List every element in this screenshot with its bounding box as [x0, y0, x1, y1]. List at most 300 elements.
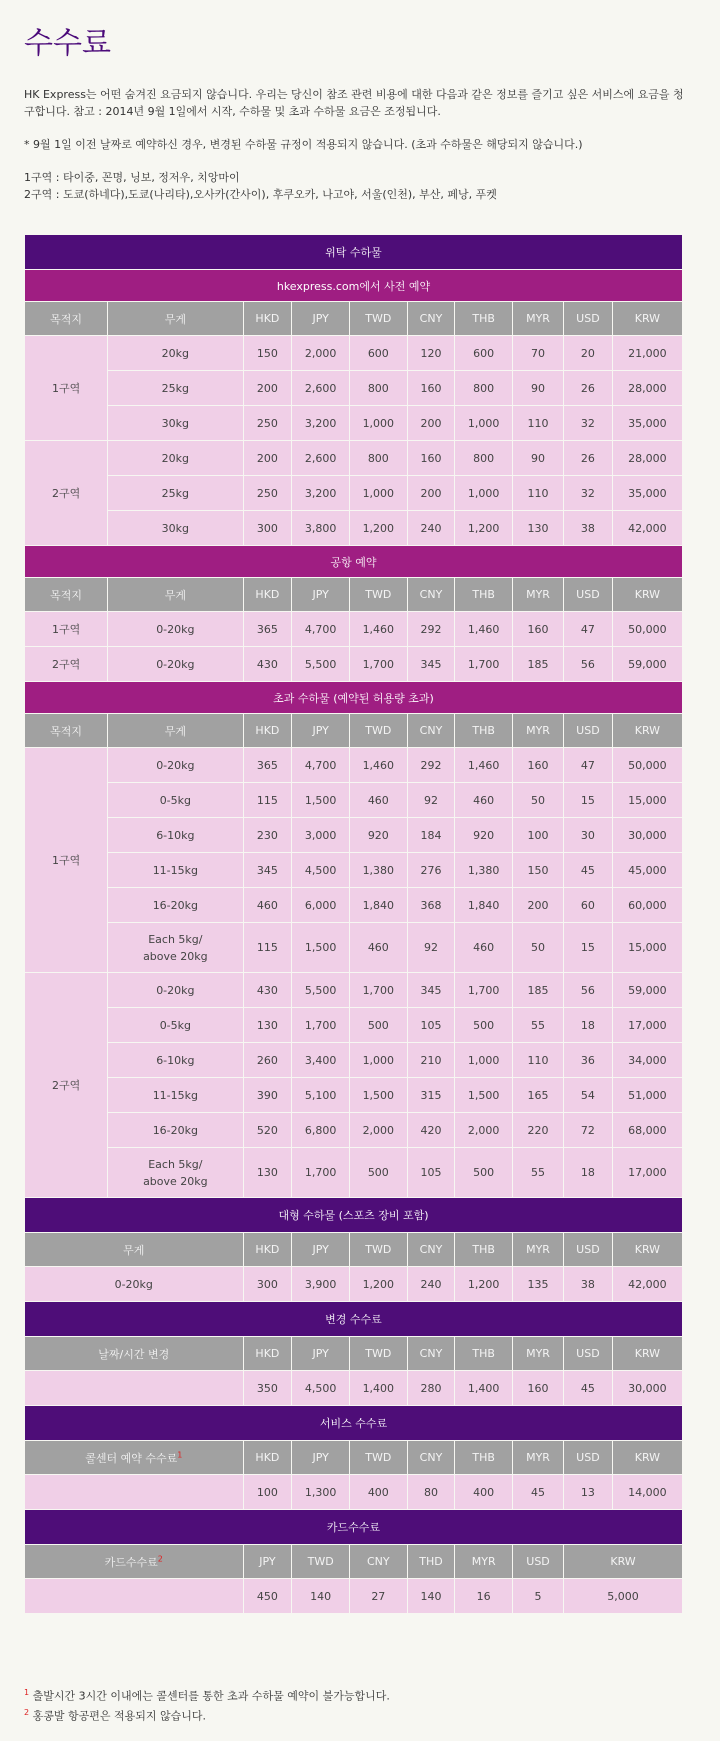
- fee-value: 1,200: [349, 511, 407, 546]
- fee-value: 1,460: [349, 748, 407, 783]
- fee-value: 21,000: [612, 336, 682, 371]
- table-row: [25, 336, 683, 371]
- fee-value: 32: [564, 406, 613, 441]
- fee-value: 59,000: [612, 647, 682, 682]
- fee-value: 185: [513, 647, 564, 682]
- fee-value: 345: [407, 647, 455, 682]
- column-header: 무게: [108, 302, 243, 336]
- weight-label: 20kg: [161, 346, 190, 360]
- fee-value: 38: [564, 1267, 613, 1302]
- weight-label-line2: above 20kg: [143, 1174, 208, 1188]
- fee-table: [24, 234, 683, 1614]
- fee-value: 1,700: [455, 973, 513, 1008]
- fee-value: 3,400: [292, 1043, 350, 1078]
- weight-cell: [108, 1113, 243, 1148]
- zone1-definition: 1구역 : 타이중, 꼰명, 닝보, 정저우, 치앙마이: [24, 171, 240, 184]
- currency-header: TWD: [349, 1337, 407, 1371]
- fee-value: 110: [513, 406, 564, 441]
- table-row: [25, 1337, 683, 1371]
- weight-label: 6-10kg: [156, 828, 195, 842]
- fee-value: 45: [513, 1475, 564, 1510]
- fee-value: 50: [513, 923, 564, 973]
- currency-header: USD: [564, 714, 613, 748]
- table-row: [25, 923, 683, 973]
- fee-value: 400: [349, 1475, 407, 1510]
- currency-header: KRW: [612, 1441, 682, 1475]
- currency-header: HKD: [243, 578, 292, 612]
- currency-header: CNY: [407, 578, 455, 612]
- table-row: [25, 1113, 683, 1148]
- table-row: [25, 441, 683, 476]
- fee-value: 1,500: [349, 1078, 407, 1113]
- table-row: [25, 748, 683, 783]
- fee-value: 50: [513, 783, 564, 818]
- empty-cell: [25, 1371, 244, 1406]
- fee-value: 30,000: [612, 818, 682, 853]
- currency-header: CNY: [407, 1337, 455, 1371]
- currency-header: HKD: [243, 1441, 292, 1475]
- currency-header: JPY: [292, 1233, 350, 1267]
- fee-value: 4,700: [292, 612, 350, 647]
- fee-value: 1,840: [349, 888, 407, 923]
- fee-value: 200: [407, 406, 455, 441]
- column-header: 날짜/시간 변경: [25, 1337, 244, 1371]
- currency-header: MYR: [455, 1545, 513, 1579]
- weight-label: 25kg: [161, 381, 190, 395]
- weight-cell: [108, 923, 243, 973]
- fee-value: 110: [513, 1043, 564, 1078]
- fee-value: 160: [513, 1371, 564, 1406]
- fee-value: 35,000: [612, 476, 682, 511]
- fee-value: 280: [407, 1371, 455, 1406]
- fee-value: 130: [243, 1148, 292, 1198]
- fee-value: 345: [243, 853, 292, 888]
- fee-value: 45,000: [612, 853, 682, 888]
- currency-header: JPY: [292, 1337, 350, 1371]
- currency-header: JPY: [243, 1545, 292, 1579]
- table-row: [25, 476, 683, 511]
- currency-header: CNY: [407, 714, 455, 748]
- fee-value: 1,700: [292, 1148, 350, 1198]
- currency-header: TWD: [349, 1441, 407, 1475]
- table-row: [25, 270, 683, 302]
- fee-value: 300: [243, 1267, 292, 1302]
- fee-value: 16: [455, 1579, 513, 1614]
- fee-value: 140: [292, 1579, 350, 1614]
- table-row: [25, 1148, 683, 1198]
- fee-value: 26: [564, 371, 613, 406]
- currency-header: MYR: [513, 578, 564, 612]
- fee-value: 500: [349, 1008, 407, 1043]
- table-row: [25, 406, 683, 441]
- fee-value: 365: [243, 748, 292, 783]
- fee-value: 115: [243, 783, 292, 818]
- fee-value: 250: [243, 406, 292, 441]
- table-row: [25, 1078, 683, 1113]
- footnote-mark: 1: [177, 1449, 183, 1459]
- fee-value: 60: [564, 888, 613, 923]
- fee-value: 230: [243, 818, 292, 853]
- table-row: [25, 682, 683, 714]
- zone-label: 2구역: [25, 441, 108, 546]
- weight-label: 20kg: [161, 451, 190, 465]
- fee-value: 30,000: [612, 1371, 682, 1406]
- fee-value: 150: [513, 853, 564, 888]
- fee-value: 68,000: [612, 1113, 682, 1148]
- fee-value: 105: [407, 1008, 455, 1043]
- weight-cell: [108, 406, 243, 441]
- currency-header: THB: [455, 1233, 513, 1267]
- fee-value: 15,000: [612, 923, 682, 973]
- currency-header: USD: [564, 578, 613, 612]
- fee-value: 500: [455, 1148, 513, 1198]
- fee-value: 150: [243, 336, 292, 371]
- currency-header: MYR: [513, 1441, 564, 1475]
- fee-value: 42,000: [612, 1267, 682, 1302]
- fee-value: 920: [455, 818, 513, 853]
- footnotes: [24, 1685, 390, 1724]
- footnote-1: [24, 1685, 390, 1705]
- weight-label: 0-5kg: [159, 1018, 192, 1032]
- zone-label: 1구역: [25, 612, 108, 647]
- footnote-text: 홍콩발 항공편은 적용되지 않습니다.: [32, 1709, 206, 1723]
- fee-value: 500: [455, 1008, 513, 1043]
- weight-cell: [108, 818, 243, 853]
- fee-value: 4,700: [292, 748, 350, 783]
- fee-value: 184: [407, 818, 455, 853]
- weight-label: 16-20kg: [152, 1123, 199, 1137]
- weight-label: 0-20kg: [156, 983, 195, 997]
- fee-value: 160: [513, 748, 564, 783]
- footnote-mark: 2: [24, 1707, 30, 1717]
- zone-label: 1구역: [25, 748, 108, 973]
- footnote-mark: 1: [24, 1688, 30, 1697]
- footnote-mark: 2: [157, 1553, 163, 1563]
- table-row: [25, 714, 683, 748]
- currency-header: HKD: [243, 1337, 292, 1371]
- fee-value: 2,600: [292, 371, 350, 406]
- table-row: [25, 371, 683, 406]
- fee-value: 345: [407, 973, 455, 1008]
- fee-value: 59,000: [612, 973, 682, 1008]
- fee-value: 20: [564, 336, 613, 371]
- table-row: [25, 1371, 683, 1406]
- section-title: 서비스 수수료: [25, 1406, 683, 1441]
- fee-value: 1,000: [349, 1043, 407, 1078]
- fee-value: 460: [455, 923, 513, 973]
- currency-header: THB: [455, 578, 513, 612]
- fee-value: 920: [349, 818, 407, 853]
- fee-value: 1,700: [455, 647, 513, 682]
- fee-value: 315: [407, 1078, 455, 1113]
- fee-value: 1,300: [292, 1475, 350, 1510]
- fee-value: 3,000: [292, 818, 350, 853]
- currency-header: HKD: [243, 302, 292, 336]
- fee-value: 390: [243, 1078, 292, 1113]
- table-row: [25, 511, 683, 546]
- fee-value: 292: [407, 612, 455, 647]
- fee-value: 5,100: [292, 1078, 350, 1113]
- currency-header: KRW: [564, 1545, 683, 1579]
- fee-value: 50,000: [612, 748, 682, 783]
- fee-value: 3,200: [292, 406, 350, 441]
- fee-value: 200: [407, 476, 455, 511]
- fee-value: 1,460: [349, 612, 407, 647]
- currency-header: KRW: [612, 578, 682, 612]
- weight-cell: [108, 441, 243, 476]
- fee-value: 365: [243, 612, 292, 647]
- fee-value: 47: [564, 612, 613, 647]
- fee-value: 14,000: [612, 1475, 682, 1510]
- fee-value: 800: [455, 441, 513, 476]
- fee-value: 5: [513, 1579, 564, 1614]
- fee-value: 5,500: [292, 973, 350, 1008]
- fee-value: 460: [455, 783, 513, 818]
- weight-label: 0-5kg: [159, 793, 192, 807]
- fee-value: 28,000: [612, 441, 682, 476]
- fee-value: 45: [564, 1371, 613, 1406]
- fee-value: 460: [349, 783, 407, 818]
- fee-value: 35,000: [612, 406, 682, 441]
- weight-cell: 0-20kg: [108, 612, 243, 647]
- table-row: [25, 783, 683, 818]
- fee-value: 250: [243, 476, 292, 511]
- fee-value: 800: [349, 441, 407, 476]
- currency-header: TWD: [349, 578, 407, 612]
- fee-value: 80: [407, 1475, 455, 1510]
- fee-value: 450: [243, 1579, 292, 1614]
- section-title: 카드수수료: [25, 1510, 683, 1545]
- section-subtitle: 초과 수하물 (예약된 허용량 초과): [25, 682, 683, 714]
- fee-value: 2,000: [455, 1113, 513, 1148]
- weight-cell: [108, 1148, 243, 1198]
- weight-cell: [108, 1008, 243, 1043]
- fee-value: 92: [407, 783, 455, 818]
- fee-value: 200: [513, 888, 564, 923]
- table-row: [25, 546, 683, 578]
- fee-value: 160: [407, 371, 455, 406]
- weight-cell: [108, 783, 243, 818]
- fee-value: 15,000: [612, 783, 682, 818]
- currency-header: MYR: [513, 302, 564, 336]
- table-row: [25, 1267, 683, 1302]
- fee-value: 130: [243, 1008, 292, 1043]
- table-row: [25, 1510, 683, 1545]
- table-row: [25, 818, 683, 853]
- column-header: 무게: [25, 1233, 244, 1267]
- fee-value: 120: [407, 336, 455, 371]
- table-row: [25, 578, 683, 612]
- fee-value: 130: [513, 511, 564, 546]
- fee-value: 600: [455, 336, 513, 371]
- column-header: 목적지: [25, 578, 108, 612]
- fee-value: 1,460: [455, 612, 513, 647]
- fee-value: 3,900: [292, 1267, 350, 1302]
- fee-value: 18: [564, 1148, 613, 1198]
- intro-text: [24, 86, 684, 203]
- fee-value: 430: [243, 973, 292, 1008]
- page-title: 수수료: [24, 26, 111, 61]
- fee-value: 56: [564, 973, 613, 1008]
- intro-paragraph: HK Express는 어떤 숨겨진 요금되지 않습니다. 우리는 당신이 참조 관련 비용에 대한 다음과 같은 정보를 즐기고 싶은 서비스에 요금을 청구합니다. 참고 : 2014년 9월 1일에서 시작, 수하물 및 초과 수하물 요금은 조정됩니다.: [24, 88, 684, 118]
- fee-value: 70: [513, 336, 564, 371]
- fee-value: 2,600: [292, 441, 350, 476]
- table-row: [25, 1233, 683, 1267]
- fee-value: 1,380: [455, 853, 513, 888]
- fee-value: 260: [243, 1043, 292, 1078]
- fee-value: 34,000: [612, 1043, 682, 1078]
- fee-value: 115: [243, 923, 292, 973]
- fee-value: 54: [564, 1078, 613, 1113]
- fee-value: 460: [349, 923, 407, 973]
- currency-header: THB: [455, 1441, 513, 1475]
- fee-value: 1,000: [349, 476, 407, 511]
- weight-label: 0-20kg: [156, 758, 195, 772]
- currency-header: USD: [564, 1337, 613, 1371]
- currency-header: USD: [513, 1545, 564, 1579]
- table-row: [25, 302, 683, 336]
- fee-value: 4,500: [292, 1371, 350, 1406]
- fee-value: 100: [243, 1475, 292, 1510]
- currency-header: USD: [564, 302, 613, 336]
- fee-value: 56: [564, 647, 613, 682]
- section-subtitle: 공항 예약: [25, 546, 683, 578]
- column-header: 무게: [108, 578, 243, 612]
- fee-value: 26: [564, 441, 613, 476]
- weight-label: 11-15kg: [152, 863, 199, 877]
- fee-value: 92: [407, 923, 455, 973]
- currency-header: MYR: [513, 714, 564, 748]
- table-row: [25, 853, 683, 888]
- currency-header: JPY: [292, 1441, 350, 1475]
- weight-cell: [108, 511, 243, 546]
- table-row: [25, 1545, 683, 1579]
- fee-value: 110: [513, 476, 564, 511]
- fee-table-body: [25, 235, 683, 1614]
- currency-header: TWD: [292, 1545, 350, 1579]
- fee-value: 350: [243, 1371, 292, 1406]
- currency-header: CNY: [407, 1441, 455, 1475]
- fee-value: 1,400: [455, 1371, 513, 1406]
- fee-value: 160: [513, 612, 564, 647]
- column-header: [25, 1441, 244, 1475]
- weight-cell: [108, 476, 243, 511]
- fee-value: 4,500: [292, 853, 350, 888]
- fee-value: 17,000: [612, 1148, 682, 1198]
- fee-value: 1,200: [455, 1267, 513, 1302]
- currency-header: TWD: [349, 302, 407, 336]
- fee-value: 15: [564, 923, 613, 973]
- currency-header: CNY: [349, 1545, 407, 1579]
- column-header: 목적지: [25, 714, 108, 748]
- weight-cell: [108, 1043, 243, 1078]
- fee-value: 5,000: [564, 1579, 683, 1614]
- weight-label: 25kg: [161, 486, 190, 500]
- fee-value: 460: [243, 888, 292, 923]
- fee-value: 1,380: [349, 853, 407, 888]
- empty-cell: [25, 1579, 244, 1614]
- empty-cell: [25, 1475, 244, 1510]
- fee-value: 220: [513, 1113, 564, 1148]
- currency-header: CNY: [407, 1233, 455, 1267]
- fee-value: 1,700: [349, 973, 407, 1008]
- weight-cell: 0-20kg: [108, 647, 243, 682]
- fee-value: 420: [407, 1113, 455, 1148]
- fee-value: 90: [513, 371, 564, 406]
- fee-value: 1,000: [455, 406, 513, 441]
- currency-header: TWD: [349, 714, 407, 748]
- fee-value: 3,200: [292, 476, 350, 511]
- currency-header: HKD: [243, 1233, 292, 1267]
- fee-value: 210: [407, 1043, 455, 1078]
- table-row: [25, 1475, 683, 1510]
- fee-value: 276: [407, 853, 455, 888]
- fee-value: 17,000: [612, 1008, 682, 1043]
- fee-value: 45: [564, 853, 613, 888]
- column-header: 목적지: [25, 302, 108, 336]
- currency-header: KRW: [612, 302, 682, 336]
- weight-label: 6-10kg: [156, 1053, 195, 1067]
- zone-label: 1구역: [25, 336, 108, 441]
- fee-value: 520: [243, 1113, 292, 1148]
- section-title: 위탁 수하물: [25, 235, 683, 270]
- table-row: [25, 1441, 683, 1475]
- fee-value: 165: [513, 1078, 564, 1113]
- fee-value: 60,000: [612, 888, 682, 923]
- currency-header: JPY: [292, 578, 350, 612]
- fee-value: 135: [513, 1267, 564, 1302]
- fee-value: 2,000: [292, 336, 350, 371]
- table-row: [25, 1579, 683, 1614]
- fee-value: 50,000: [612, 612, 682, 647]
- currency-header: THB: [455, 1337, 513, 1371]
- weight-label: 16-20kg: [152, 898, 199, 912]
- currency-header: CNY: [407, 302, 455, 336]
- fee-value: 72: [564, 1113, 613, 1148]
- fee-value: 160: [407, 441, 455, 476]
- weight-cell: [108, 336, 243, 371]
- zone-label: 2구역: [25, 973, 108, 1198]
- fee-value: 47: [564, 748, 613, 783]
- table-row: [25, 1198, 683, 1233]
- weight-cell: 0-20kg: [25, 1267, 244, 1302]
- fee-value: 55: [513, 1008, 564, 1043]
- table-row: [25, 235, 683, 270]
- currency-header: KRW: [612, 714, 682, 748]
- fee-value: 240: [407, 511, 455, 546]
- fee-value: 200: [243, 441, 292, 476]
- currency-header: USD: [564, 1233, 613, 1267]
- footnote-2: [24, 1705, 390, 1725]
- fee-value: 1,000: [349, 406, 407, 441]
- intro-note: * 9월 1일 이전 날짜로 예약하신 경우, 변경된 수하물 규정이 적용되지 않습니다. (초과 수하물은 해당되지 않습니다.): [24, 138, 583, 151]
- fee-value: 18: [564, 1008, 613, 1043]
- currency-header: MYR: [513, 1233, 564, 1267]
- fee-value: 800: [349, 371, 407, 406]
- currency-header: KRW: [612, 1233, 682, 1267]
- currency-header: KRW: [612, 1337, 682, 1371]
- weight-label: 30kg: [161, 416, 190, 430]
- weight-cell: [108, 888, 243, 923]
- fee-value: 1,000: [455, 1043, 513, 1078]
- fee-value: 1,400: [349, 1371, 407, 1406]
- fee-value: 1,500: [292, 783, 350, 818]
- fee-value: 185: [513, 973, 564, 1008]
- currency-header: THB: [455, 714, 513, 748]
- fee-value: 1,500: [292, 923, 350, 973]
- weight-label: Each 5kg/: [148, 1157, 203, 1171]
- fee-value: 1,460: [455, 748, 513, 783]
